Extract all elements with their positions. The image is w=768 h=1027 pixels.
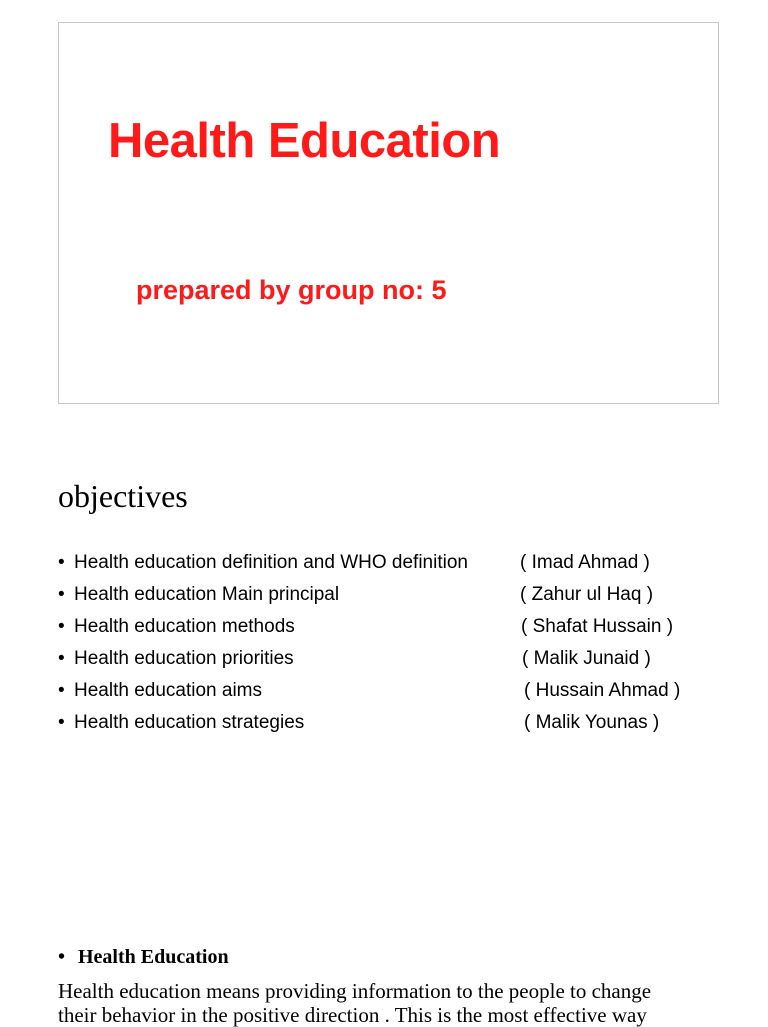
- bullet-icon: •: [58, 552, 65, 573]
- objective-item: [58, 548, 738, 580]
- objective-topic: Health education definition and WHO definition: [74, 552, 468, 573]
- paragraph-line: their behavior in the positive direction . This is the most effective way: [58, 1003, 647, 1027]
- slide-title: Health Education: [108, 114, 501, 168]
- objective-item: [58, 580, 738, 612]
- objective-topic: Health education methods: [74, 616, 295, 637]
- objective-topic: Health education strategies: [74, 712, 305, 733]
- bullet-icon: •: [58, 648, 65, 669]
- objective-topic: Health education priorities: [74, 648, 294, 669]
- bullet-icon: •: [58, 712, 65, 733]
- objective-author: ( Shafat Hussain ): [521, 616, 674, 637]
- bullet-icon: •: [58, 584, 65, 605]
- objectives-heading: objectives: [58, 478, 188, 514]
- objective-item: [58, 644, 738, 676]
- bullet-icon: •: [58, 616, 65, 637]
- objective-item: [58, 676, 738, 708]
- objective-topic: Health education Main principal: [74, 584, 340, 605]
- title-slide: [58, 22, 719, 404]
- bullet-icon: •: [58, 946, 66, 968]
- body-paragraph: [58, 979, 738, 1027]
- paragraph-line: Health education means providing information to the people to change: [58, 979, 652, 1003]
- objective-author: ( Malik Younas ): [524, 712, 660, 733]
- slide-subtitle: prepared by group no: 5: [136, 275, 447, 305]
- section-heading-text: Health Education: [78, 946, 229, 968]
- objective-author: ( Malik Junaid ): [522, 648, 651, 669]
- objective-author: ( Hussain Ahmad ): [524, 680, 681, 701]
- bullet-icon: •: [58, 680, 65, 701]
- objective-author: ( Imad Ahmad ): [520, 552, 650, 573]
- objective-topic: Health education aims: [74, 680, 262, 701]
- objectives-list: [58, 548, 738, 740]
- objective-item: [58, 612, 738, 644]
- objective-author: ( Zahur ul Haq ): [520, 584, 654, 605]
- section-heading: [58, 946, 229, 969]
- objective-item: [58, 708, 738, 740]
